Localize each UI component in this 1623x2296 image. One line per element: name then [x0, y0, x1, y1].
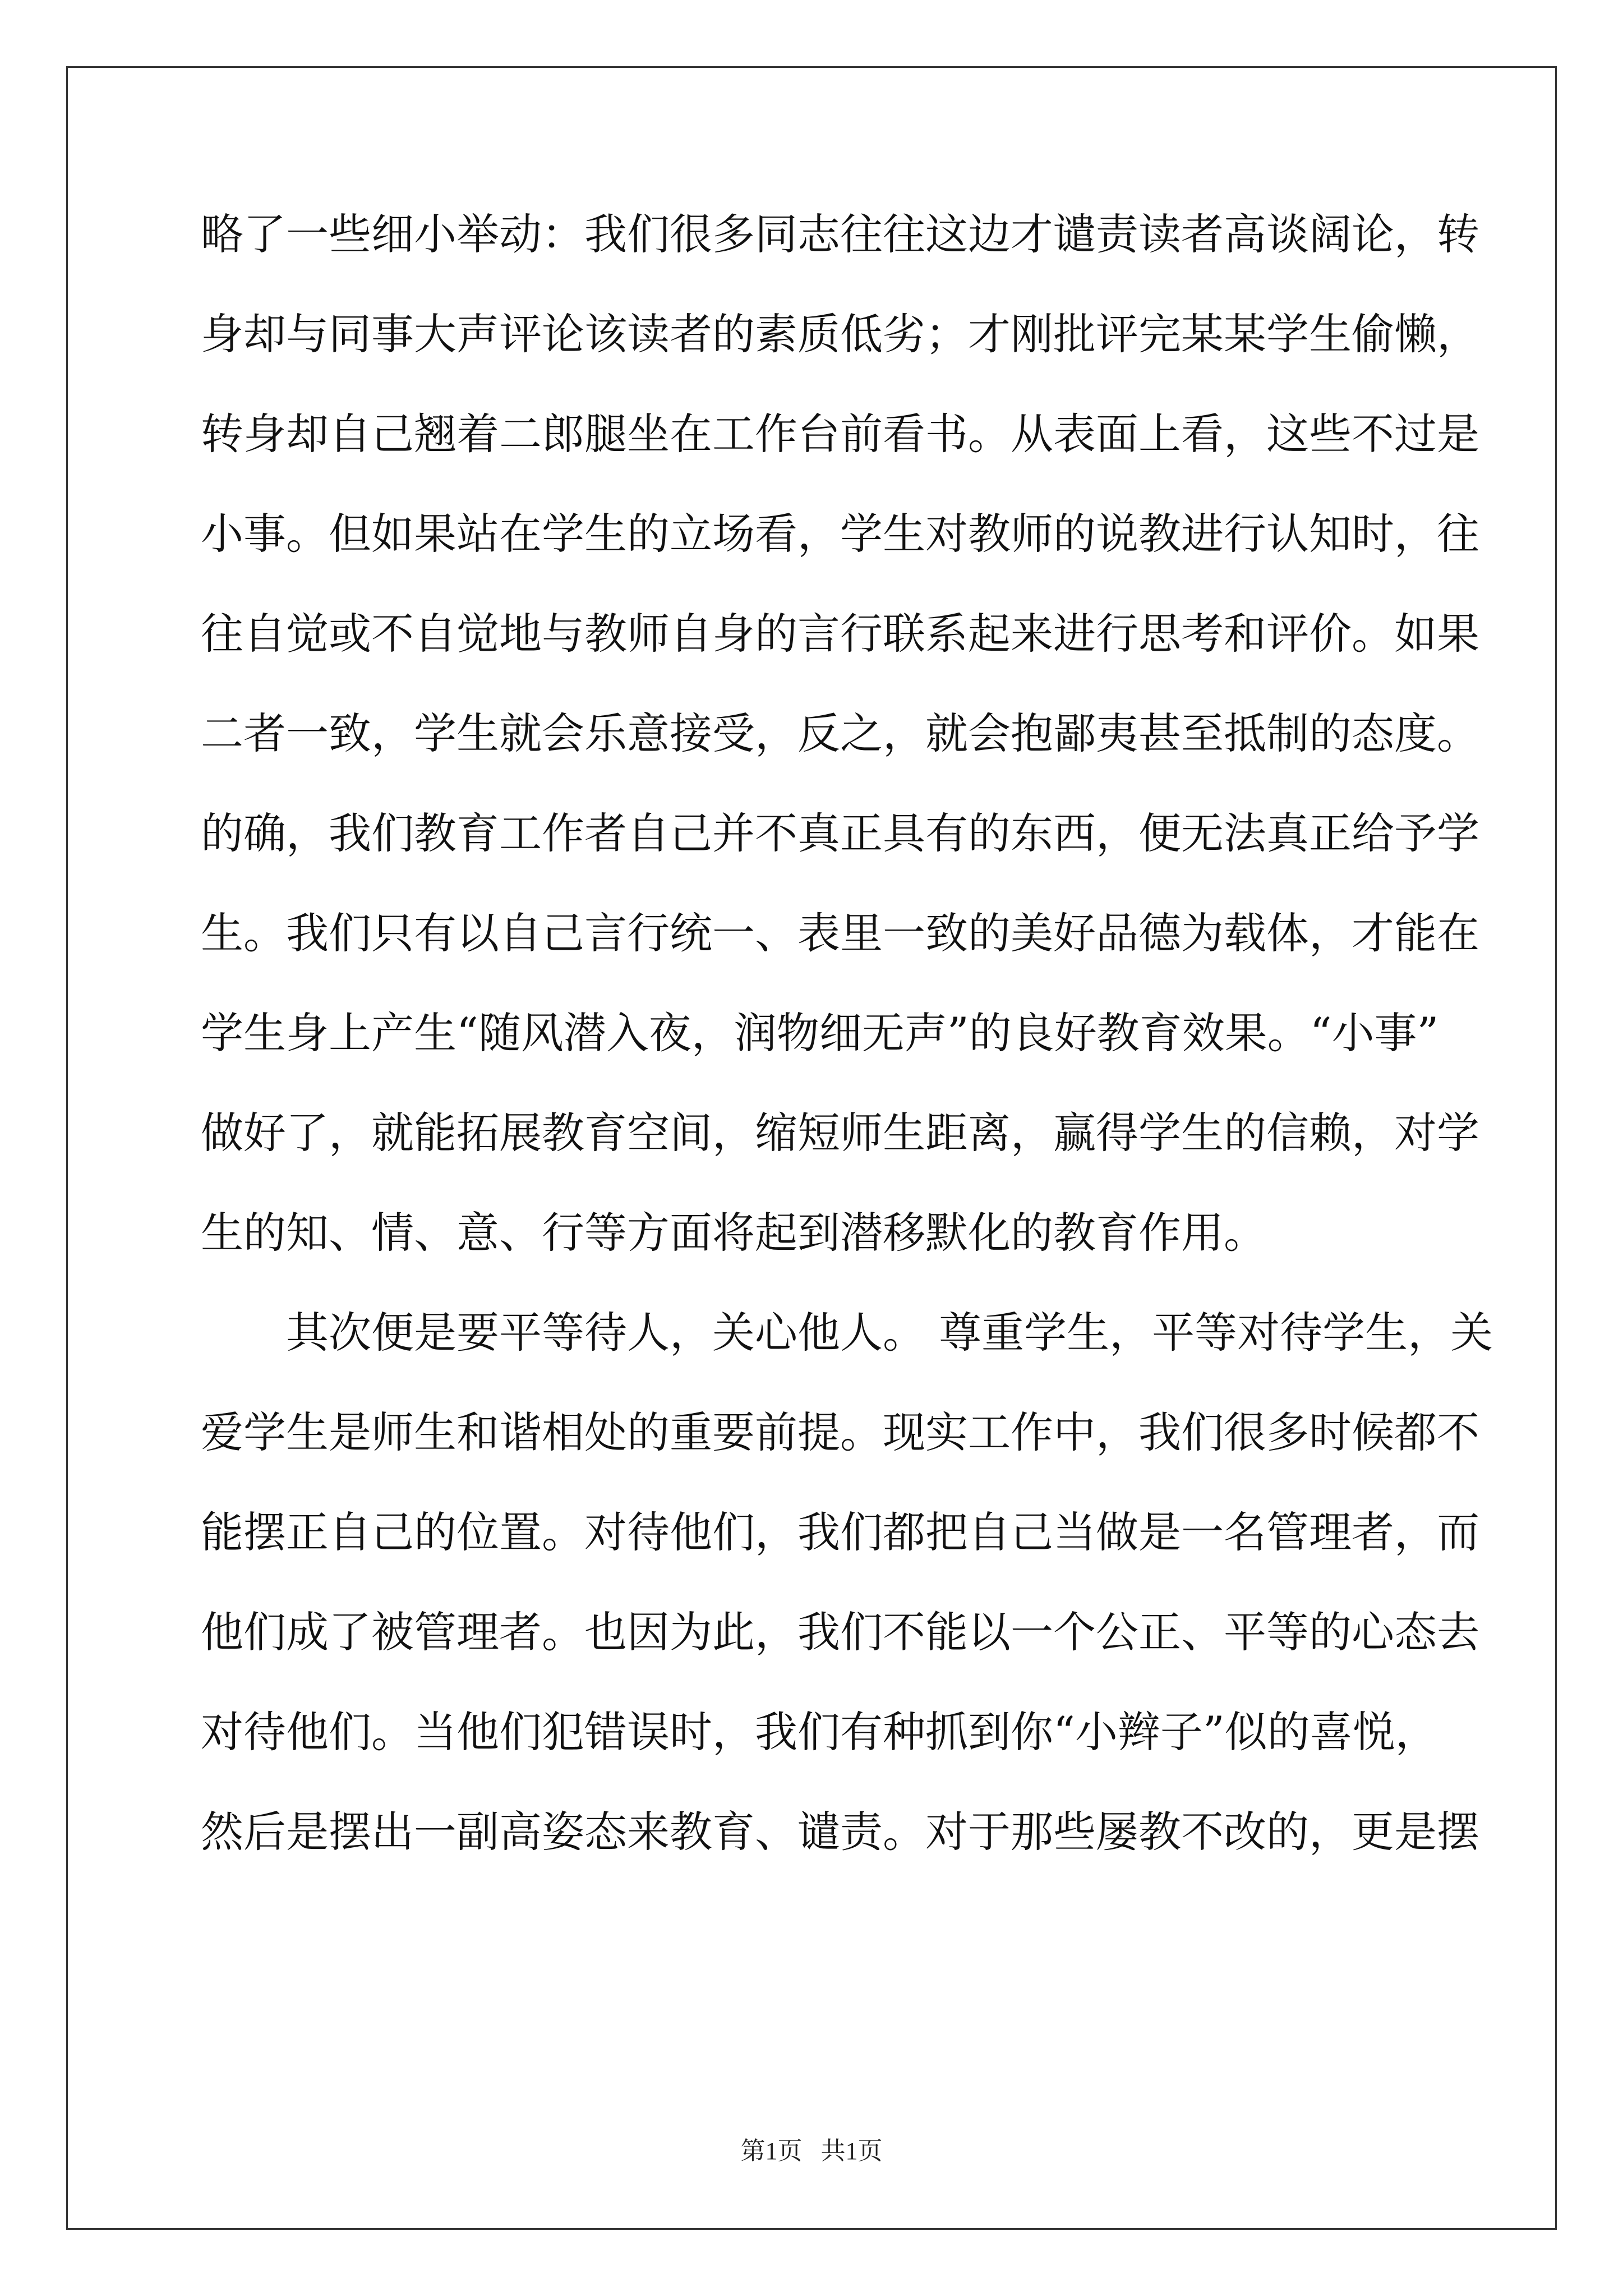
text-line: 爱学生是师生和谐相处的重要前提。现实工作中，我们很多时候都不 — [201, 1407, 1479, 1457]
text-line: 学生身上产生“随风潜入夜，润物细无声”的良好教育效果。“小事” — [201, 1008, 1439, 1058]
text-line: 转身却自己翘着二郎腿坐在工作台前看书。从表面上看，这些不过是 — [201, 409, 1479, 459]
text-line: 的确，我们教育工作者自己并不真正具有的东西，便无法真正给予学 — [201, 808, 1479, 858]
text-line: 对待他们。当他们犯错误时，我们有种抓到你“小辫子”似的喜悦， — [201, 1707, 1438, 1757]
page-number-footer: 第1页 共1页 — [740, 2137, 883, 2165]
text-line: 生的知、情、意、行等方面将起到潜移默化的教育作用。 — [201, 1208, 1266, 1258]
text-line: 然后是摆出一副高姿态来教育、谴责。对于那些屡教不改的，更是摆 — [201, 1807, 1479, 1857]
document-body — [201, 209, 1493, 1911]
text-line: 生。我们只有以自己言行统一、表里一致的美好品德为载体，才能在 — [201, 908, 1479, 958]
text-line: 往自觉或不自觉地与教师自身的言行联系起来进行思考和评价。如果 — [201, 609, 1479, 659]
text-line: 身却与同事大声评论该读者的素质低劣；才刚批评完某某学生偷懒， — [201, 309, 1479, 359]
text-line: 小事。但如果站在学生的立场看，学生对教师的说教进行认知时，往 — [201, 509, 1479, 559]
text-line: 他们成了被管理者。也因为此，我们不能以一个公正、平等的心态去 — [201, 1607, 1479, 1657]
paragraph-start-line: 其次便是要平等待人，关心他人。 尊重学生，平等对待学生，关 — [286, 1308, 1493, 1358]
text-line: 能摆正自己的位置。对待他们，我们都把自己当做是一名管理者，而 — [201, 1507, 1479, 1557]
text-line: 二者一致，学生就会乐意接受，反之，就会抱鄙夷甚至抵制的态度。 — [201, 708, 1479, 758]
text-line: 做好了，就能拓展教育空间，缩短师生距离，赢得学生的信赖，对学 — [201, 1108, 1479, 1158]
text-line: 略了一些细小举动：我们很多同志往往这边才谴责读者高谈阔论，转 — [201, 209, 1479, 259]
